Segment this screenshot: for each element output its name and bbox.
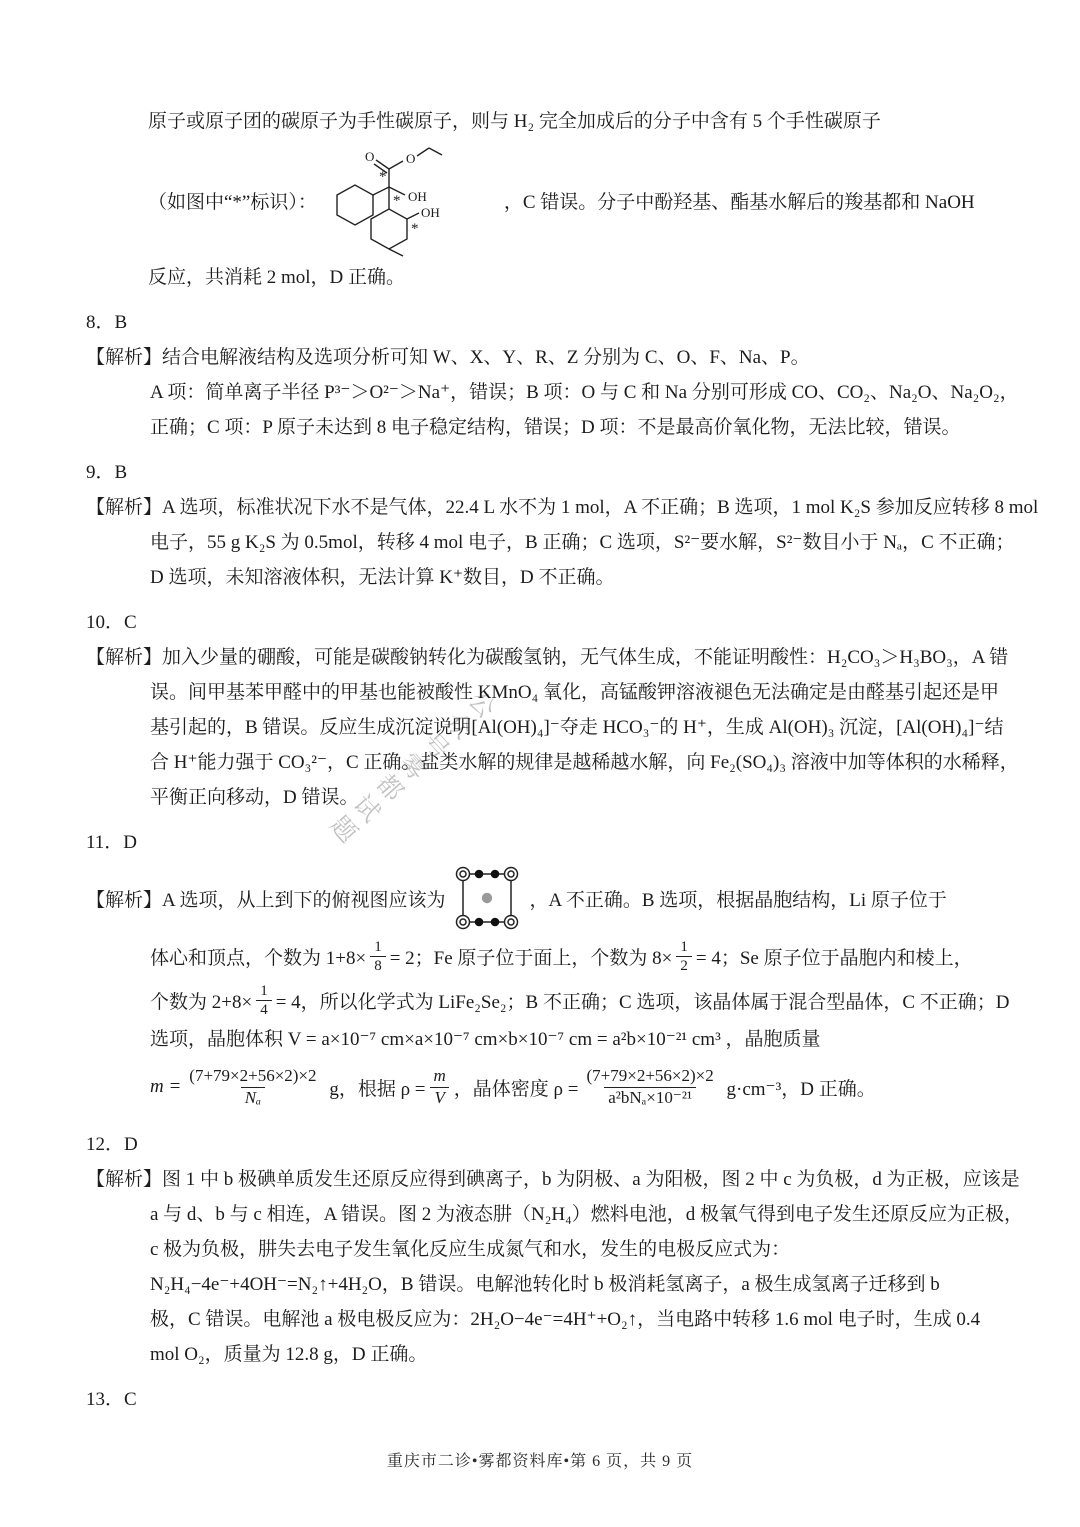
q8-analysis-line-1 — [86, 340, 996, 375]
q11-analysis-line-5 — [86, 1057, 996, 1117]
fraction — [256, 982, 272, 1019]
fraction — [370, 938, 386, 975]
fraction — [583, 1066, 718, 1108]
q8-analysis-text-1: 结合电解液结构及选项分析可知 W、X、Y、R、Z 分别为 C、O、F、Na、P。 — [162, 347, 810, 368]
q9-analysis-line-3: D 选项，未知溶液体积，无法计算 K⁺数目，D 不正确。 — [150, 567, 615, 588]
q12-analysis-line-4: N₂H₄−4e⁻+4OH⁻=N₂↑+4H₂O，B 错误。电解池转化时 b 极消耗氢离子，a 极生成氢离子迁移到 b — [150, 1274, 940, 1295]
q9-analysis-line-2: 电子，55 g K₂S 为 0.5mol，转移 4 mol 电子，B 正确；C 选项，S²⁻要水解，S²⁻数目小于 Nₐ，C 不正确； — [150, 532, 1015, 553]
q11-line2-seg2: = 2；Fe 原子位于面上，个数为 8× — [389, 947, 673, 969]
q10-analysis-line-3: 基引起的，B 错误。反应生成沉淀说明[Al(OH)₄]⁻夺走 HCO₃⁻的 H⁺，生成 Al(OH)₃ 沉淀，[Al(OH)₄]⁻结 — [150, 717, 1004, 738]
q12-analysis-line-3: c 极为负极，肼失去电子发生氧化反应生成氮气和水，发生的电极反应式为： — [150, 1239, 791, 1260]
q11-line5-seg3: ，晶体密度 ρ = — [453, 1078, 579, 1100]
answer-9: 9．B — [86, 462, 128, 483]
chiral-star: * — [392, 193, 401, 209]
analysis-tag: 【解析】 — [86, 647, 163, 668]
q12-analysis-line-1 — [86, 1162, 1020, 1197]
answer-12: 12．D — [86, 1134, 138, 1155]
unit-cell-top-view-diagram — [453, 864, 521, 932]
chiral-star: * — [378, 169, 387, 185]
answer-content — [86, 104, 1039, 1417]
q11-line5-seg1: m = — [150, 1076, 182, 1097]
fraction-denominator: 2 — [676, 956, 692, 975]
watermark: 公众号雾都试题 — [320, 683, 500, 849]
chiral-molecule-structure — [323, 143, 498, 258]
q7-line2-suffix: ，C 错误。分子中酚羟基、酯基水解后的羧基都和 NaOH — [503, 192, 975, 213]
analysis-tag: 【解析】 — [86, 1169, 163, 1190]
hydroxyl-label: OH — [420, 205, 440, 220]
page-footer: 重庆市二诊•雾都资料库•第 6 页，共 9 页 — [386, 1453, 694, 1470]
fraction-numerator: (7+79×2+56×2)×2 — [189, 1066, 317, 1086]
q11-line2-seg1: 体心和顶点，个数为 1+8× — [150, 947, 367, 969]
fraction-denominator: Nₐ — [241, 1087, 265, 1108]
answer-13: 13．C — [86, 1389, 137, 1410]
q7-line-1: 原子或原子团的碳原子为手性碳原子，则与 H₂ 完全加成后的分子中含有 5 个手性碳原子 — [148, 111, 881, 132]
q8-analysis-line-3: 正确；C 项：P 原子未达到 8 电子稳定结构，错误；D 项：不是最高价氧化物，无法比较，错误。 — [150, 417, 961, 438]
fraction-numerator: m — [433, 1066, 446, 1086]
q10-analysis-line-4: 合 H⁺能力强于 CO₃²⁻，C 正确。盐类水解的规律是越稀越水解，向 Fe₂(SO₄)₃ 溶液中加等体积的水稀释， — [150, 752, 1019, 773]
q11-line1-prefix: A 选项，从上到下的俯视图应该为 — [162, 889, 446, 911]
fraction — [185, 1066, 320, 1108]
q12-analysis-line-5: 极，C 错误。电解池 a 极电极反应为：2H₂O−4e⁻=4H⁺+O₂↑，当电路中转移 1.6 mol 电子时，生成 0.4 — [150, 1309, 981, 1330]
hydroxyl-label: OH — [407, 189, 427, 204]
q11-line3-seg2: = 4，所以化学式为 LiFe₂Se₂；B 不正确；C 选项，该晶体属于混合型晶体，C 不正确；D — [275, 991, 1010, 1013]
fraction-numerator: 1 — [374, 938, 382, 955]
answer-10: 10．C — [86, 612, 137, 633]
fraction-numerator: 1 — [260, 982, 268, 999]
q10-analysis-text-1: 加入少量的硼酸，可能是碳酸钠转化为碳酸氢钠，无气体生成，不能证明酸性：H₂CO₃＞H₃BO₃，A 错 — [162, 647, 1009, 668]
q11-line1-suffix: ，A 不正确。B 选项，根据晶胞结构，Li 原子位于 — [529, 889, 947, 911]
fraction — [430, 1066, 450, 1108]
q9-analysis-text-1: A 选项，标准状况下水不是气体，22.4 L 水不为 1 mol，A 不正确；B 选项，1 mol K₂S 参加反应转移 8 mol — [162, 497, 1039, 518]
answer-11: 11．D — [86, 832, 138, 853]
oxygen-label: O — [405, 151, 416, 166]
q11-analysis-line-4: 选项，晶胞体积 V = a×10⁻⁷ cm×a×10⁻⁷ cm×b×10⁻⁷ cm = a²b×10⁻²¹ cm³ ，晶胞质量 — [150, 1029, 821, 1050]
chiral-star: * — [410, 221, 419, 237]
q7-line2-prefix: （如图中“*”标识）： — [148, 192, 317, 213]
q10-analysis-line-1 — [86, 640, 1009, 675]
q7-line-3: 反应，共消耗 2 mol，D 正确。 — [148, 267, 406, 288]
q12-analysis-text-1: 图 1 中 b 极碘单质发生还原反应得到碘离子，b 为阴极、a 为阳极，图 2 中 c 为负极，d 为正极，应该是 — [162, 1169, 1020, 1190]
q11-line5-seg2: g，根据 ρ = — [324, 1078, 426, 1100]
fraction-denominator: a²bNₐ×10⁻²¹ — [604, 1087, 696, 1108]
q9-analysis-line-1 — [86, 490, 1039, 525]
q10-analysis-line-2: 误。间甲基苯甲醛中的甲基也能被酸性 KMnO₄ 氧化，高锰酸钾溶液褪色无法确定是由醛基引起还是甲 — [150, 682, 999, 703]
q11-analysis-line-2 — [86, 934, 996, 978]
q11-analysis-line-3 — [86, 978, 1010, 1022]
fraction — [676, 938, 692, 975]
analysis-tag: 【解析】 — [86, 889, 163, 911]
q10-analysis-line-5: 平衡正向移动，D 错误。 — [150, 787, 359, 808]
fraction-denominator: V — [430, 1087, 448, 1108]
q11-line5-seg4: g·cm⁻³，D 正确。 — [721, 1078, 876, 1100]
q12-analysis-line-6: mol O₂，质量为 12.8 g，D 正确。 — [150, 1344, 428, 1365]
oxygen-label: O — [364, 149, 375, 164]
fraction-denominator: 4 — [256, 1000, 272, 1019]
q8-analysis-line-2: A 项：简单离子半径 P³⁻＞O²⁻＞Na⁺，错误；B 项：O 与 C 和 Na 分别可形成 CO、CO₂、Na₂O、Na₂O₂， — [150, 382, 1019, 403]
q11-analysis-line-1 — [86, 864, 996, 932]
answer-8: 8．B — [86, 312, 128, 333]
q11-line3-seg1: 个数为 2+8× — [150, 991, 253, 1013]
analysis-tag: 【解析】 — [86, 497, 163, 518]
q11-line2-seg3: = 4；Se 原子位于晶胞内和棱上， — [695, 947, 973, 969]
fraction-denominator: 8 — [370, 956, 386, 975]
analysis-tag: 【解析】 — [86, 347, 163, 368]
fraction-numerator: (7+79×2+56×2)×2 — [586, 1066, 714, 1086]
q12-analysis-line-2: a 与 d、b 与 c 相连，A 错误。图 2 为液态肼（N₂H₄）燃料电池，d 极氧气得到电子发生还原反应为正极， — [150, 1204, 1023, 1225]
q7-line-2 — [86, 143, 996, 258]
fraction-numerator: 1 — [680, 938, 688, 955]
